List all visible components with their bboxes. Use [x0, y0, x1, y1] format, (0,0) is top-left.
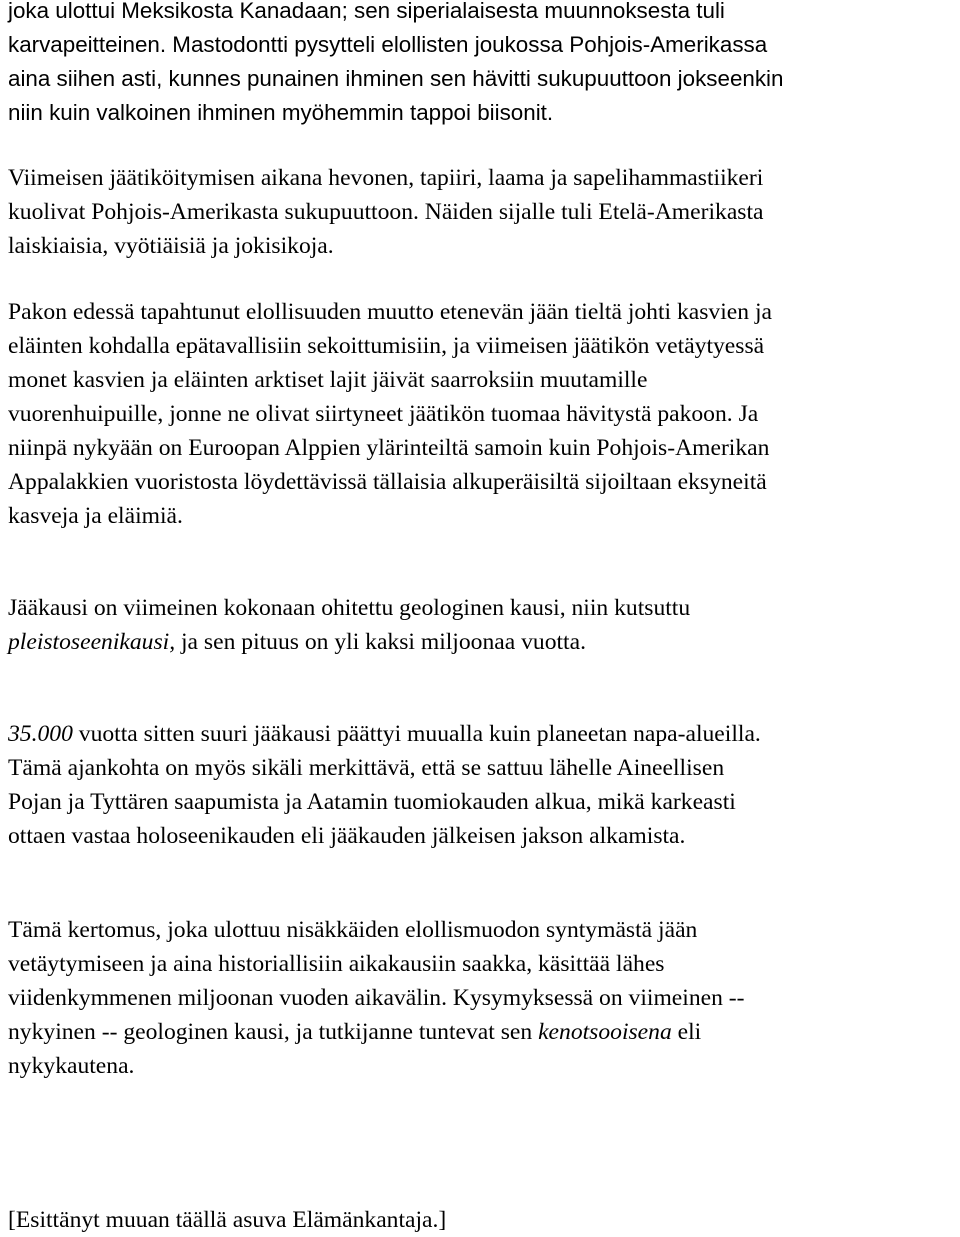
- text-line: Tämä kertomus, joka ulottuu nisäkkäiden elollismuodon syntymästä jään: [8, 917, 698, 943]
- text-line: [8, 1015, 745, 1049]
- paragraph-ice-age-end: [8, 717, 761, 853]
- text-fragment: vuotta sitten suuri jääkausi päättyi muualla kuin planeetan napa-alueilla.: [72, 721, 761, 747]
- text-line: aina siihen asti, kunnes punainen ihminen sen hävitti sukupuuttoon jokseenkin: [8, 66, 784, 91]
- text-line: joka ulottui Meksikosta Kanadaan; sen siperialaisesta muunnoksesta tuli: [8, 0, 725, 23]
- text-line: Appalakkien vuoristosta löydettävissä tällaisia alkuperäisiltä sijoiltaan eksyneitä: [8, 469, 767, 495]
- text-line: niinpä nykyään on Euroopan Alppien ylärinteiltä samoin kuin Pohjois-Amerikan: [8, 435, 770, 461]
- text-line: Jääkausi on viimeinen kokonaan ohitettu geologinen kausi, niin kutsuttu: [8, 595, 691, 621]
- paragraph-mastodon: [8, 0, 783, 130]
- text-line: viidenkymmenen miljoonan vuoden aikavälin. Kysymyksessä on viimeinen --: [8, 985, 745, 1011]
- text-line: Tämä ajankohta on myös sikäli merkittävä, että se sattuu lähelle Aineellisen: [8, 755, 725, 781]
- italic-number: 35.000: [8, 721, 73, 747]
- paragraph-migration: [8, 295, 772, 533]
- text-fragment: nykyinen -- geologinen kausi, ja tutkijanne tuntevat sen: [8, 1019, 539, 1045]
- text-line: karvapeitteinen. Mastodontti pysytteli elollisten joukossa Pohjois-Amerikassa: [8, 32, 768, 57]
- text-line: niin kuin valkoinen ihminen myöhemmin tappoi biisonit.: [8, 100, 554, 125]
- text-line: [8, 625, 690, 659]
- paragraph-ice-age: [8, 591, 690, 659]
- text-line: eläinten kohdalla epätavallisiin sekoittumisiin, ja viimeisen jäätikön vetäytyessä: [8, 333, 765, 359]
- text-line: monet kasvien ja eläinten arktiset lajit jäivät saarroksiin muutamille: [8, 367, 648, 393]
- text-fragment: eli: [671, 1019, 702, 1045]
- text-line: Pojan ja Tyttären saapumista ja Aatamin tuomiokauden alkua, mikä karkeasti: [8, 789, 736, 815]
- text-fragment: ja sen pituus on yli kaksi miljoonaa vuotta.: [175, 629, 586, 655]
- text-line: [8, 717, 761, 751]
- text-line: laiskiaisia, vyötiäisiä ja jokisikoja.: [8, 233, 334, 259]
- text-line: ottaen vastaa holoseenikauden eli jääkauden jälkeisen jakson alkamista.: [8, 823, 686, 849]
- paragraph-narrative-scope: [8, 913, 745, 1083]
- paragraph-extinctions: [8, 161, 764, 263]
- text-line: kuolivat Pohjois-Amerikasta sukupuuttoon. Näiden sijalle tuli Etelä-Amerikasta: [8, 199, 764, 225]
- text-line: Viimeisen jäätiköitymisen aikana hevonen, tapiiri, laama ja sapelihammastiikeri: [8, 165, 764, 191]
- italic-term: kenotsooisena: [538, 1019, 672, 1045]
- text-line: nykykautena.: [8, 1053, 135, 1079]
- text-line: vetäytymiseen ja aina historiallisiin aikakausiin saakka, käsittää lähes: [8, 951, 665, 977]
- italic-term: pleistoseenikausi,: [8, 629, 176, 655]
- signature: [8, 1203, 446, 1237]
- text-line: kasveja ja eläimiä.: [8, 503, 183, 529]
- text-line: Pakon edessä tapahtunut elollisuuden muutto etenevän jään tieltä johti kasvien ja: [8, 299, 772, 325]
- text-line: vuorenhuipuille, jonne ne olivat siirtyneet jäätikön tuomaa hävitystä pakoon. Ja: [8, 401, 759, 427]
- signature-text: [Esittänyt muuan täällä asuva Elämänkantaja.]: [8, 1207, 447, 1233]
